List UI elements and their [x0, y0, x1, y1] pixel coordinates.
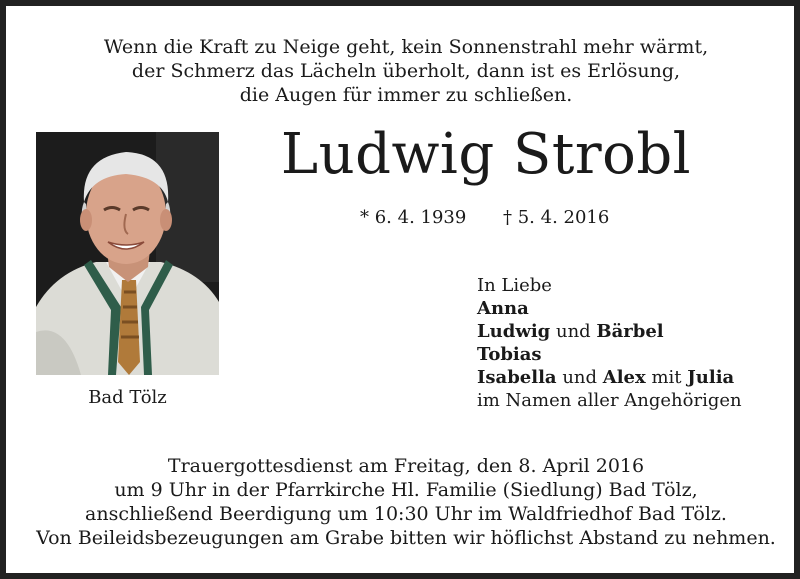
mourner-line [477, 297, 742, 320]
mourner-name: Bärbel [596, 321, 664, 342]
mourners-list [477, 274, 742, 412]
mourner-name: Ludwig [477, 321, 551, 342]
service-line: anschließend Beerdigung um 10:30 Uhr im Waldfriedhof Bad Tölz. [85, 503, 727, 525]
verse-line: die Augen für immer zu schließen. [239, 84, 573, 106]
birth-date: * 6. 4. 1939 [360, 207, 467, 228]
connector-text: mit [645, 367, 688, 388]
service-line: Von Beileidsbezeugungen am Grabe bitten wir höflichst Abstand zu nehmen. [36, 527, 776, 549]
mourner-name: Isabella [477, 367, 557, 388]
service-line: Trauergottesdienst am Freitag, den 8. April 2016 [167, 455, 645, 477]
mourner-line [477, 320, 742, 343]
connector-text: und [556, 367, 603, 388]
deceased-name: Ludwig Strobl [280, 122, 692, 187]
service-line: um 9 Uhr in der Pfarrkirche Hl. Familie (Siedlung) Bad Tölz, [114, 479, 698, 501]
portrait-photo [36, 132, 219, 375]
funeral-service-info [6, 454, 800, 550]
mourner-name: Tobias [477, 344, 542, 365]
mourner-name: Alex [602, 367, 646, 388]
memorial-verse [6, 35, 800, 107]
mourners-closing: im Namen aller Angehörigen [477, 390, 742, 411]
connector-text: und [550, 321, 597, 342]
mourner-line [477, 366, 742, 389]
residence-place: Bad Tölz [88, 387, 167, 408]
mourner-name: Anna [477, 298, 529, 319]
death-date: † 5. 4. 2016 [503, 207, 610, 228]
mourners-intro: In Liebe [477, 275, 552, 296]
mourner-line [477, 343, 742, 366]
verse-line: Wenn die Kraft zu Neige geht, kein Sonnenstrahl mehr wärmt, [103, 36, 709, 58]
verse-line: der Schmerz das Lächeln überholt, dann ist es Erlösung, [131, 60, 681, 82]
mourner-name: Julia [687, 367, 735, 388]
